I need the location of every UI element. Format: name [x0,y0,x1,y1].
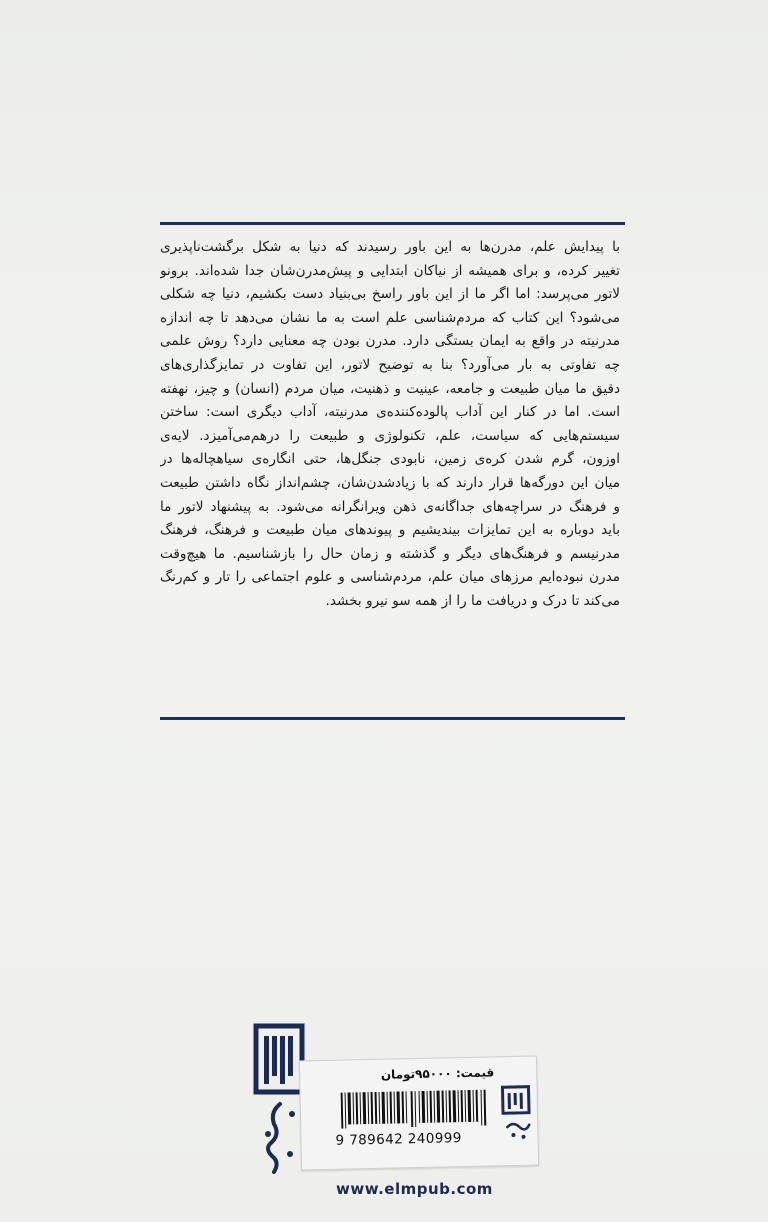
blurb-line: لاتور می‌پرسد: اما اگر ما از این باور راسخ بی‌بنیاد دست بکشیم، دنیا چه شکلی [160,286,620,303]
blurb-line: دقیق ما میان طبیعت و جامعه، عینیت و ذهنیت، میان مردم (انسان) و چیز، نهفته [160,380,620,397]
blurb-line: با پیدایش علم، مدرن‌ها به این باور رسیدند که دنیا به شکل برگشت‌ناپذیری [160,239,620,255]
blurb-line: است. اما در کنار این آداب پالوده‌کننده‌ی مدرنیته، آداب دیگری است: ساختن [160,404,620,421]
blurb-line: و فرهنگ در سراچه‌های جداگانه‌ی ذهن ویرانگرانه می‌شود. به پیشنهاد لاتور ما [160,498,620,515]
isbn-number: 9 789642 240999 [335,1130,462,1149]
publisher-website: www.elmpub.com [336,1180,493,1198]
price-label: قیمت: ۹۵۰۰۰تومان [380,1065,495,1082]
blurb-line: میان این دورگه‌ها قرار دارند که با زیادشدن‌شان، چشم‌انداز نگاه داشتن طبیعت [160,474,620,491]
publisher-small-logo-icon [498,1085,533,1146]
barcode-icon [341,1090,490,1129]
blurb-line: مدرنیسم و فرهنگ‌های دیگر و گذشته و زمان حال را بازشناسیم. ما هیچ‌وقت [160,545,620,562]
blurb-line: چه تفاوتی به بار می‌آورد؟ بنا به توضیح لاتور، این تفاوت در تمایزگذاری‌های [160,356,620,373]
top-divider [160,222,625,225]
blurb-line: می‌کند تا درک و دریافت ما را از همه سو نیرو بخشد. [325,592,620,609]
blurb-line: اوزون، گرم شدن کره‌ی زمین، نابودی جنگل‌ها، حتی انگاره‌ی سیاهچاله‌ها در [160,451,620,468]
blurb-line: سیستم‌هایی که سیاست، علم، تکنولوژی و طبیعت را درهم‌می‌آمیزد. لایه‌ی [160,427,620,444]
price-sticker [299,1056,539,1171]
blurb-line: مدرنیته در واقع به ایمان بستگی دارد. مدرن بودن چه معنایی دارد؟ روش علمی [160,333,620,350]
blurb-line: تغییر کرده، و برای همیشه از نیاکان ابتدایی و پیش‌مدرن‌شان جدا شده‌اند. برونو [160,262,620,279]
back-cover-blurb [160,236,620,614]
blurb-line: مدرن نبوده‌ایم مرزهای میان علم، مردم‌شناسی و علوم اجتماعی را تار و کم‌رنگ [160,569,620,586]
blurb-line: باید دوباره به این تمایزات بیندیشیم و پیوندهای میان طبیعت و فرهنگ، فرهنگ [160,522,620,539]
bottom-divider [160,717,625,720]
blurb-line: می‌شود؟ این کتاب که مردم‌شناسی علم است به ما نشان می‌دهد تا چه اندازه [160,309,620,326]
